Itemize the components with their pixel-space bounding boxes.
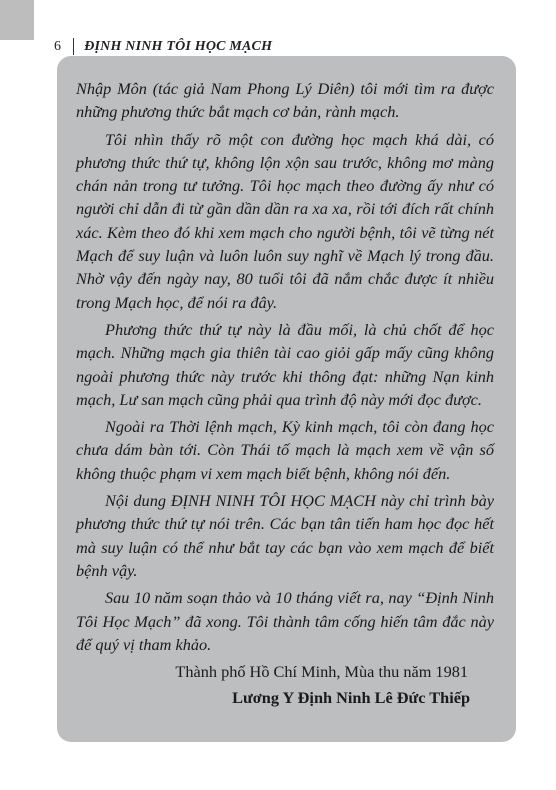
paragraph-1: Nhập Môn (tác giả Nam Phong Lý Diên) tôi mới tìm ra được những phương thức bắt mạch cơ bản, rành mạch. xyxy=(76,79,494,122)
signature-author: Lương Y Định Ninh Lê Đức Thiếp xyxy=(232,688,470,708)
paragraph-6: Sau 10 năm soạn thảo và 10 tháng viết ra, nay “Định Ninh Tôi Học Mạch” đã xong. Tôi thành tâm cống hiến tâm đắc này để quý vị tham khảo. xyxy=(76,588,494,654)
text-panel xyxy=(57,56,516,742)
page-number: 6 xyxy=(54,38,62,54)
paragraph-5: Nội dung ĐỊNH NINH TÔI HỌC MẠCH này chỉ trình bày phương thức thứ tự nói trên. Các bạn tân tiến ham học đọc hết mà suy luận có thể như bắt tay các bạn vào xem mạch để biết bệnh vậy. xyxy=(76,491,494,580)
corner-tab xyxy=(0,0,34,40)
running-title: ĐỊNH NINH TÔI HỌC MẠCH xyxy=(84,38,273,54)
paragraph-4: Ngoài ra Thời lệnh mạch, Kỳ kinh mạch, tôi còn đang học chưa dám bàn tới. Còn Thái tố mạch là mạch xem về vận số không thuộc phạm vi xem mạch biết bệnh, không nói đến. xyxy=(76,417,494,483)
paragraph-3: Phương thức thứ tự này là đầu mối, là chủ chốt để học mạch. Những mạch gia thiên tài cao giỏi gấp mấy cũng không ngoài phương thức này trước khi thông đạt: những Nạn kinh mạch, Lư san mạch cũng phải qua trình độ này mới đọc được. xyxy=(76,319,494,409)
signature-place-date: Thành phố Hồ Chí Minh, Mùa thu năm 1981 xyxy=(175,662,468,682)
header-divider xyxy=(73,38,74,55)
page-header xyxy=(54,38,272,55)
paragraph-2: Tôi nhìn thấy rõ một con đường học mạch khá dài, có phương thức thứ tự, không lộn xộn sau trước, không mơ màng chán nản trong tư tưởng. Tôi học mạch theo đường ấy như có người chỉ dẫn đi từ gần dần dần ra xa xa, rồi tới đích rất chính xác. Kèm theo đó khi xem mạch cho người bệnh, tôi vẽ từng nét Mạch để suy luận và luôn luôn suy nghĩ về Mạch lý trong đầu. Nhờ vậy đến ngày nay, 80 tuổi tôi đã nắm chắc được ít nhiều trong Mạch học, để nói ra đây. xyxy=(76,129,494,312)
